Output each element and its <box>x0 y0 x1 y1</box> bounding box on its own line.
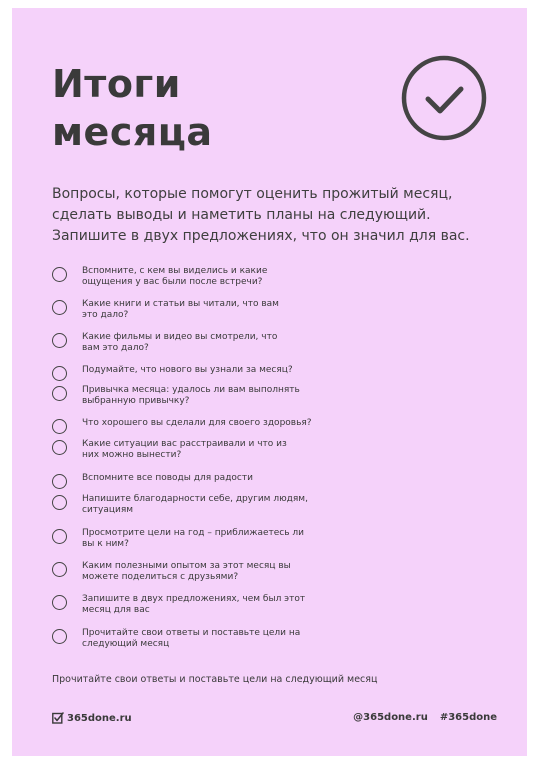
checkbox-check-icon <box>52 712 64 724</box>
checklist-item-text: Что хорошего вы сделали для своего здоровья? <box>82 418 312 428</box>
checkbox-circle[interactable] <box>52 386 67 401</box>
checklist-item-text: Подумайте, что нового вы узнали за месяц? <box>82 365 293 375</box>
checkbox-circle[interactable] <box>52 440 67 455</box>
checkbox-circle[interactable] <box>52 474 67 489</box>
checklist-item-text: Вспомните, с кем вы виделись и какие ощущения у вас были после встречи? <box>82 266 268 287</box>
checklist-item-text: Какие ситуации вас расстраивали и что из них можно вынести? <box>82 439 287 460</box>
checklist-item-text: Прочитайте свои ответы и поставьте цели на следующий месяц <box>82 628 301 649</box>
intro-line-2: сделать выводы и наметить планы на следующий. <box>52 207 431 223</box>
checklist-page <box>12 8 527 756</box>
checkbox-circle[interactable] <box>52 629 67 644</box>
hashtag-link[interactable]: #365done <box>439 712 497 723</box>
footer-social <box>353 712 497 723</box>
checklist-item-text: Каким полезными опытом за этот месяц вы можете поделиться с друзьями? <box>82 561 291 582</box>
checkbox-circle[interactable] <box>52 419 67 434</box>
social-handle-link[interactable]: @365done.ru <box>353 712 428 723</box>
checklist-item-text: Просмотрите цели на год – приближаетесь ли вы к ним? <box>82 528 304 549</box>
checkbox-circle[interactable] <box>52 495 67 510</box>
intro-line-1: Вопросы, которые помогут оценить прожитый месяц, <box>52 186 453 202</box>
checkbox-circle[interactable] <box>52 562 67 577</box>
site-link[interactable]: 365done.ru <box>67 712 132 724</box>
checklist-item-text: Напишите благодарности себе, другим людям, ситуациям <box>82 494 308 515</box>
checkbox-circle[interactable] <box>52 267 67 282</box>
checkbox-circle[interactable] <box>52 595 67 610</box>
checklist-item-text: Какие фильмы и видео вы смотрели, что вам это дало? <box>82 332 278 353</box>
intro-text <box>52 184 507 247</box>
intro-line-3: Запишите в двух предложениях, что он значил для вас. <box>52 228 470 244</box>
checkbox-circle[interactable] <box>52 300 67 315</box>
closing-note: Прочитайте свои ответы и поставьте цели на следующий месяц <box>52 674 378 685</box>
footer-site <box>52 712 132 724</box>
title-line-1: Итоги <box>52 62 181 106</box>
checkbox-circle[interactable] <box>52 366 67 381</box>
title-line-2: месяца <box>52 110 213 154</box>
checklist-item-text: Вспомните все поводы для радости <box>82 473 253 483</box>
checklist-item-text: Какие книги и статьи вы читали, что вам это дало? <box>82 299 279 320</box>
checklist-item-text: Привычка месяца: удалось ли вам выполнять выбранную привычку? <box>82 385 300 406</box>
page-title <box>52 60 213 156</box>
checkbox-circle[interactable] <box>52 333 67 348</box>
checkmark-circle-icon <box>400 54 488 142</box>
checkbox-circle[interactable] <box>52 529 67 544</box>
checklist-item-text: Запишите в двух предложениях, чем был этот месяц для вас <box>82 594 306 615</box>
